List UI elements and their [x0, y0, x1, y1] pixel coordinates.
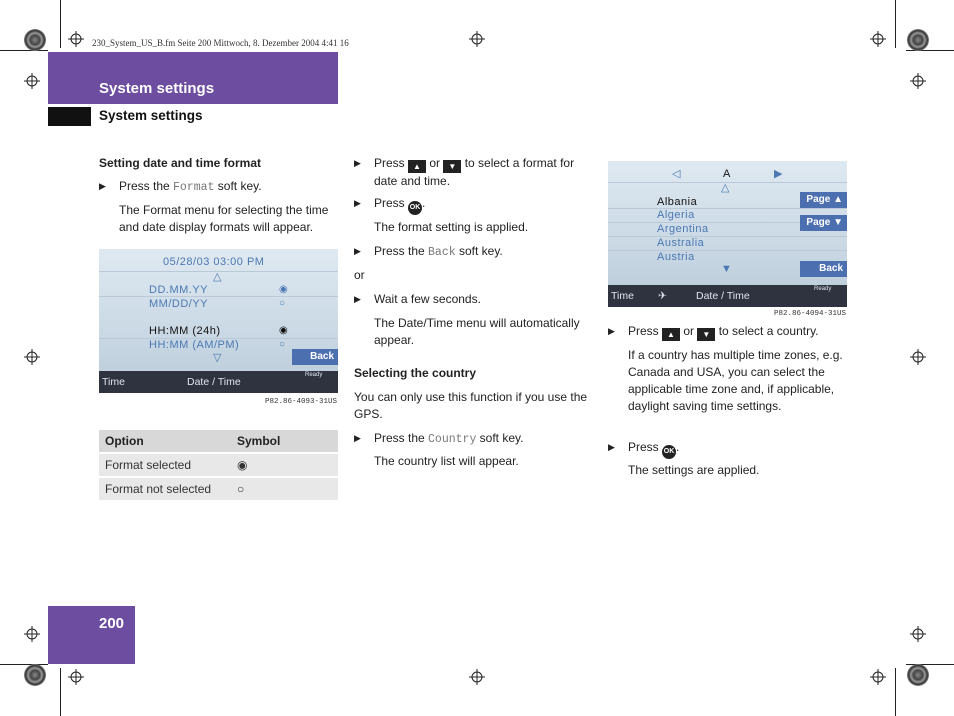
- status-ready: Ready: [814, 286, 832, 292]
- bullet-arrow-icon: ▶: [354, 158, 361, 168]
- registration-star-icon: [24, 29, 46, 51]
- ok-button-icon: OK: [662, 445, 676, 459]
- country-item[interactable]: Austria: [657, 251, 695, 263]
- symbol-table: [99, 428, 338, 502]
- auto-appear-note: The Date/Time menu will automatically appear.: [374, 316, 580, 347]
- bullet-arrow-icon: ▶: [608, 326, 615, 336]
- crosshair-icon: [24, 349, 40, 365]
- crosshair-icon: [68, 669, 84, 685]
- format-option[interactable]: MM/DD/YY: [149, 298, 208, 310]
- up-key-icon: ▲: [662, 328, 680, 341]
- crop-mark: [895, 0, 896, 48]
- bullet-arrow-icon: ▶: [608, 442, 615, 452]
- crop-mark: [0, 50, 48, 51]
- table-cell: ○: [231, 478, 338, 500]
- format-option[interactable]: HH:MM (24h): [149, 325, 221, 337]
- registration-star-icon: [24, 664, 46, 686]
- registration-star-icon: [907, 664, 929, 686]
- bullet-arrow-icon: ▶: [354, 198, 361, 208]
- screen-divider: [608, 236, 847, 237]
- heading-selecting-country: Selecting the country: [354, 366, 477, 380]
- step-press-country: Press the Country soft key.: [374, 431, 524, 446]
- country-item[interactable]: Australia: [657, 237, 705, 249]
- unselected-indicator-icon: ○: [279, 339, 286, 350]
- step-select-country: Press ▲ or ▼ to select a country.: [628, 324, 819, 339]
- format-option[interactable]: DD.MM.YY: [149, 284, 208, 296]
- unselected-indicator-icon: ○: [279, 298, 286, 309]
- country-item[interactable]: Algeria: [657, 209, 695, 221]
- section-title: System settings: [99, 108, 203, 123]
- step-select-format: Press ▲ or ▼ to select a format for date and time.: [374, 156, 575, 188]
- figure-code: P82.86-4094-31US: [774, 310, 847, 318]
- status-bar: [99, 371, 338, 393]
- status-date-time[interactable]: Date / Time: [187, 376, 241, 388]
- ok-button-icon: OK: [408, 201, 422, 215]
- step-press-ok: Press OK .: [628, 439, 679, 459]
- table-cell: Format not selected: [99, 478, 231, 500]
- page-number: 200: [99, 615, 125, 632]
- screen-divider: [99, 296, 338, 297]
- arrow-right-icon[interactable]: ▶: [774, 168, 783, 180]
- or-text: or: [354, 268, 365, 282]
- page-down-softkey[interactable]: Page ▼: [800, 215, 847, 231]
- status-time[interactable]: Time: [102, 376, 125, 388]
- country-list-note: The country list will appear.: [374, 454, 519, 468]
- time-zone-note: If a country has multiple time zones, e.g. Canada and USA, you can select the applicable time zone and, if applicable, daylight saving time settings.: [628, 348, 843, 413]
- back-softkey[interactable]: Back: [800, 261, 847, 277]
- format-applied-note: The format setting is applied.: [374, 220, 529, 234]
- screen-date: 05/28/03 03:00 PM: [163, 256, 265, 268]
- status-bar: [608, 285, 847, 307]
- figure-code: P82.86-4093-31US: [265, 398, 338, 406]
- arrow-up-outline-icon: △: [721, 182, 730, 194]
- current-letter: A: [723, 168, 731, 180]
- crosshair-icon: [469, 31, 485, 47]
- status-time[interactable]: Time: [611, 290, 634, 302]
- screen-divider: [608, 208, 847, 209]
- selected-indicator-icon: ◉: [279, 284, 289, 295]
- country-item[interactable]: Albania: [657, 196, 698, 208]
- arrow-down-icon: ▼: [721, 263, 733, 275]
- page-up-softkey[interactable]: Page ▲: [800, 192, 847, 208]
- arrow-up-outline-icon: △: [213, 271, 222, 283]
- crosshair-icon: [24, 626, 40, 642]
- heading-date-time-format: Setting date and time format: [99, 156, 262, 170]
- gps-note: You can only use this function if you use the GPS.: [354, 390, 588, 421]
- bullet-arrow-icon: ▶: [354, 246, 361, 256]
- file-info: 230_System_US_B.fm Seite 200 Mittwoch, 8. Dezember 2004 4:41 16: [92, 38, 349, 48]
- crosshair-icon: [870, 31, 886, 47]
- format-option[interactable]: HH:MM (AM/PM): [149, 339, 240, 351]
- satellite-icon: ✈: [658, 290, 667, 302]
- status-date-time[interactable]: Date / Time: [696, 290, 750, 302]
- crosshair-icon: [870, 669, 886, 685]
- crosshair-icon: [24, 73, 40, 89]
- country-list-screen: [608, 161, 847, 307]
- table-header: Symbol: [231, 430, 338, 452]
- selected-indicator-icon: ◉: [279, 325, 289, 336]
- crosshair-icon: [469, 669, 485, 685]
- table-cell: Format selected: [99, 454, 231, 476]
- settings-applied-note: The settings are applied.: [628, 463, 760, 477]
- step-press-ok: Press OK .: [374, 195, 425, 215]
- format-menu-description: The Format menu for selecting the time and date display formats will appear.: [119, 203, 329, 234]
- format-menu-screen: [99, 249, 338, 393]
- down-key-icon: ▼: [443, 160, 461, 173]
- back-softkey[interactable]: Back: [292, 349, 338, 365]
- bullet-arrow-icon: ▶: [354, 294, 361, 304]
- step-wait: Wait a few seconds.: [374, 292, 481, 306]
- up-key-icon: ▲: [408, 160, 426, 173]
- crop-mark: [895, 668, 896, 716]
- arrow-left-icon[interactable]: ◁: [672, 168, 681, 180]
- crop-mark: [60, 0, 61, 48]
- registration-star-icon: [907, 29, 929, 51]
- arrow-down-outline-icon: ▽: [213, 352, 222, 364]
- crosshair-icon: [910, 73, 926, 89]
- country-item[interactable]: Argentina: [657, 223, 709, 235]
- crosshair-icon: [910, 626, 926, 642]
- crop-mark: [60, 668, 61, 716]
- table-header: Option: [99, 430, 231, 452]
- screen-divider: [608, 250, 847, 251]
- page-title: System settings: [99, 80, 215, 97]
- bullet-arrow-icon: ▶: [99, 181, 106, 191]
- down-key-icon: ▼: [697, 328, 715, 341]
- crosshair-icon: [68, 31, 84, 47]
- status-ready: Ready: [305, 372, 323, 378]
- step-press-back: Press the Back soft key.: [374, 244, 503, 259]
- crosshair-icon: [910, 349, 926, 365]
- bullet-arrow-icon: ▶: [354, 433, 361, 443]
- step-press-format: Press the Format soft key.: [119, 179, 262, 194]
- section-marker: [48, 107, 91, 126]
- table-cell: ◉: [231, 454, 338, 476]
